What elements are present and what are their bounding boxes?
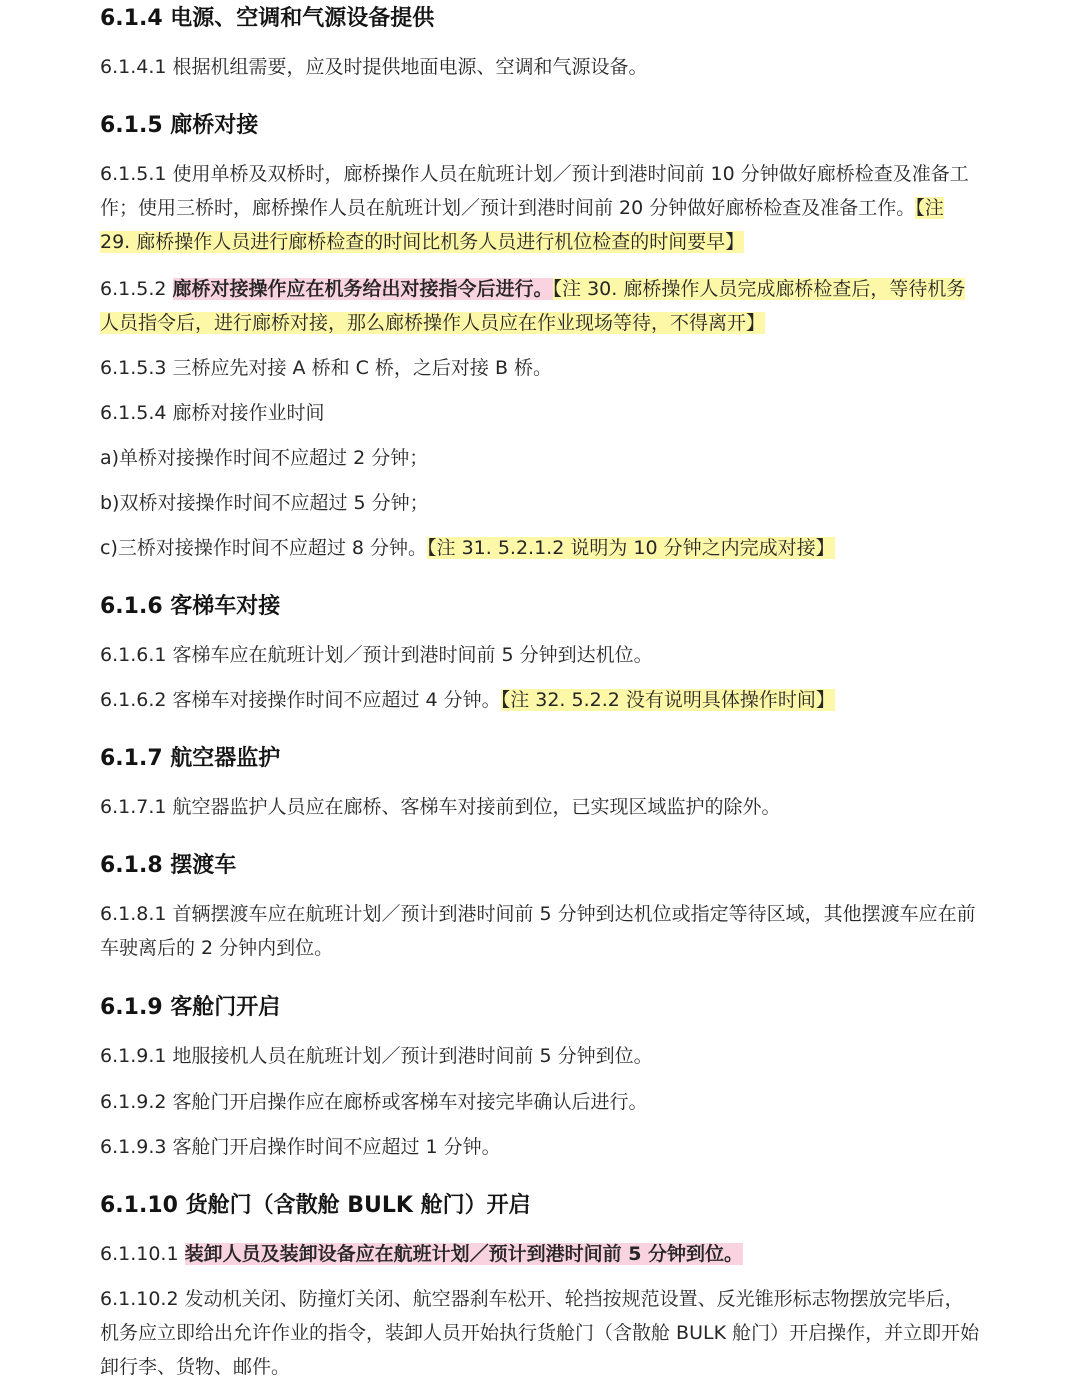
section-heading-6-1-4: 6.1.4 电源、空调和气源设备提供 bbox=[100, 6, 435, 31]
section-heading-6-1-8: 6.1.8 摆渡车 bbox=[100, 853, 237, 878]
paragraph-text: c)三桥对接操作时间不应超过 8 分钟。 bbox=[100, 537, 428, 559]
paragraph-6-1-9-2: 6.1.9.2 客舱门开启操作应在廊桥或客梯车对接完毕确认后进行。 bbox=[100, 1091, 648, 1113]
paragraph-number: 6.1.10.1 bbox=[100, 1243, 185, 1265]
paragraph-6-1-5-2 bbox=[100, 272, 980, 340]
note-32-highlight: 【注 32. 5.2.2 没有说明具体操作时间】 bbox=[500, 689, 835, 711]
paragraph-6-1-7-1: 6.1.7.1 航空器监护人员应在廊桥、客梯车对接前到位，已实现区域监护的除外。 bbox=[100, 796, 781, 818]
key-requirement-highlight: 装卸人员及装卸设备应在航班计划／预计到港时间前 5 分钟到位。 bbox=[184, 1243, 744, 1265]
paragraph-6-1-6-1: 6.1.6.1 客梯车应在航班计划／预计到港时间前 5 分钟到达机位。 bbox=[100, 644, 653, 666]
note-30-highlight: 【注 30. 廊桥操作人员完成廊桥检查后，等待机务人员指令后，进行廊桥对接，那么廊桥操作人员应在作业现场等待，不得离开】 bbox=[100, 278, 966, 334]
paragraph-6-1-9-3: 6.1.9.3 客舱门开启操作时间不应超过 1 分钟。 bbox=[100, 1136, 501, 1158]
section-heading-6-1-10: 6.1.10 货舱门（含散舱 BULK 舱门）开启 bbox=[100, 1193, 531, 1218]
list-item-a: a)单桥对接操作时间不应超过 2 分钟； bbox=[100, 447, 429, 469]
paragraph-number: 6.1.5.2 bbox=[100, 278, 173, 300]
paragraph-6-1-8-1: 6.1.8.1 首辆摆渡车应在航班计划／预计到港时间前 5 分钟到达机位或指定等待区域，其他摆渡车应在前车驶离后的 2 分钟内到位。 bbox=[100, 903, 976, 959]
paragraph-text: 6.1.5.1 使用单桥及双桥时，廊桥操作人员在航班计划／预计到港时间前 10 分钟做好廊桥检查及准备工作；使用三桥时，廊桥操作人员在航班计划／预计到港时间前 20 分钟做好廊桥检查及准备工作。 bbox=[100, 163, 969, 219]
paragraph-6-1-6-2 bbox=[100, 683, 980, 717]
paragraph-6-1-10-2: 6.1.10.2 发动机关闭、防撞灯关闭、航空器刹车松开、轮挡按规范设置、反光锥形标志物摆放完毕后，机务应立即给出允许作业的指令，装卸人员开始执行货舱门（含散舱 BULK 舱门）开启操作，并立即开始卸行李、货物、邮件。 bbox=[100, 1288, 980, 1378]
section-heading-6-1-5: 6.1.5 廊桥对接 bbox=[100, 113, 259, 138]
note-29-highlight: 【注 29. 廊桥操作人员进行廊桥检查的时间比机务人员进行机位检查的时间要早】 bbox=[100, 197, 944, 253]
list-item-b: b)双桥对接操作时间不应超过 5 分钟； bbox=[100, 492, 429, 514]
paragraph-6-1-10-1 bbox=[100, 1237, 980, 1271]
key-requirement-highlight: 廊桥对接操作应在机务给出对接指令后进行。 bbox=[172, 278, 553, 300]
section-heading-6-1-6: 6.1.6 客梯车对接 bbox=[100, 594, 281, 619]
note-31-highlight: 【注 31. 5.2.1.2 说明为 10 分钟之内完成对接】 bbox=[427, 537, 835, 559]
paragraph-6-1-4-1: 6.1.4.1 根据机组需要，应及时提供地面电源、空调和气源设备。 bbox=[100, 56, 648, 78]
paragraph-text: 6.1.6.2 客梯车对接操作时间不应超过 4 分钟。 bbox=[100, 689, 501, 711]
paragraph-6-1-5-4: 6.1.5.4 廊桥对接作业时间 bbox=[100, 402, 325, 424]
list-item-c bbox=[100, 531, 980, 565]
paragraph-6-1-5-1 bbox=[100, 157, 980, 259]
paragraph-6-1-9-1: 6.1.9.1 地服接机人员在航班计划／预计到港时间前 5 分钟到位。 bbox=[100, 1045, 653, 1067]
section-heading-6-1-9: 6.1.9 客舱门开启 bbox=[100, 995, 281, 1020]
paragraph-6-1-5-3: 6.1.5.3 三桥应先对接 A 桥和 C 桥，之后对接 B 桥。 bbox=[100, 357, 553, 379]
section-heading-6-1-7: 6.1.7 航空器监护 bbox=[100, 746, 281, 771]
